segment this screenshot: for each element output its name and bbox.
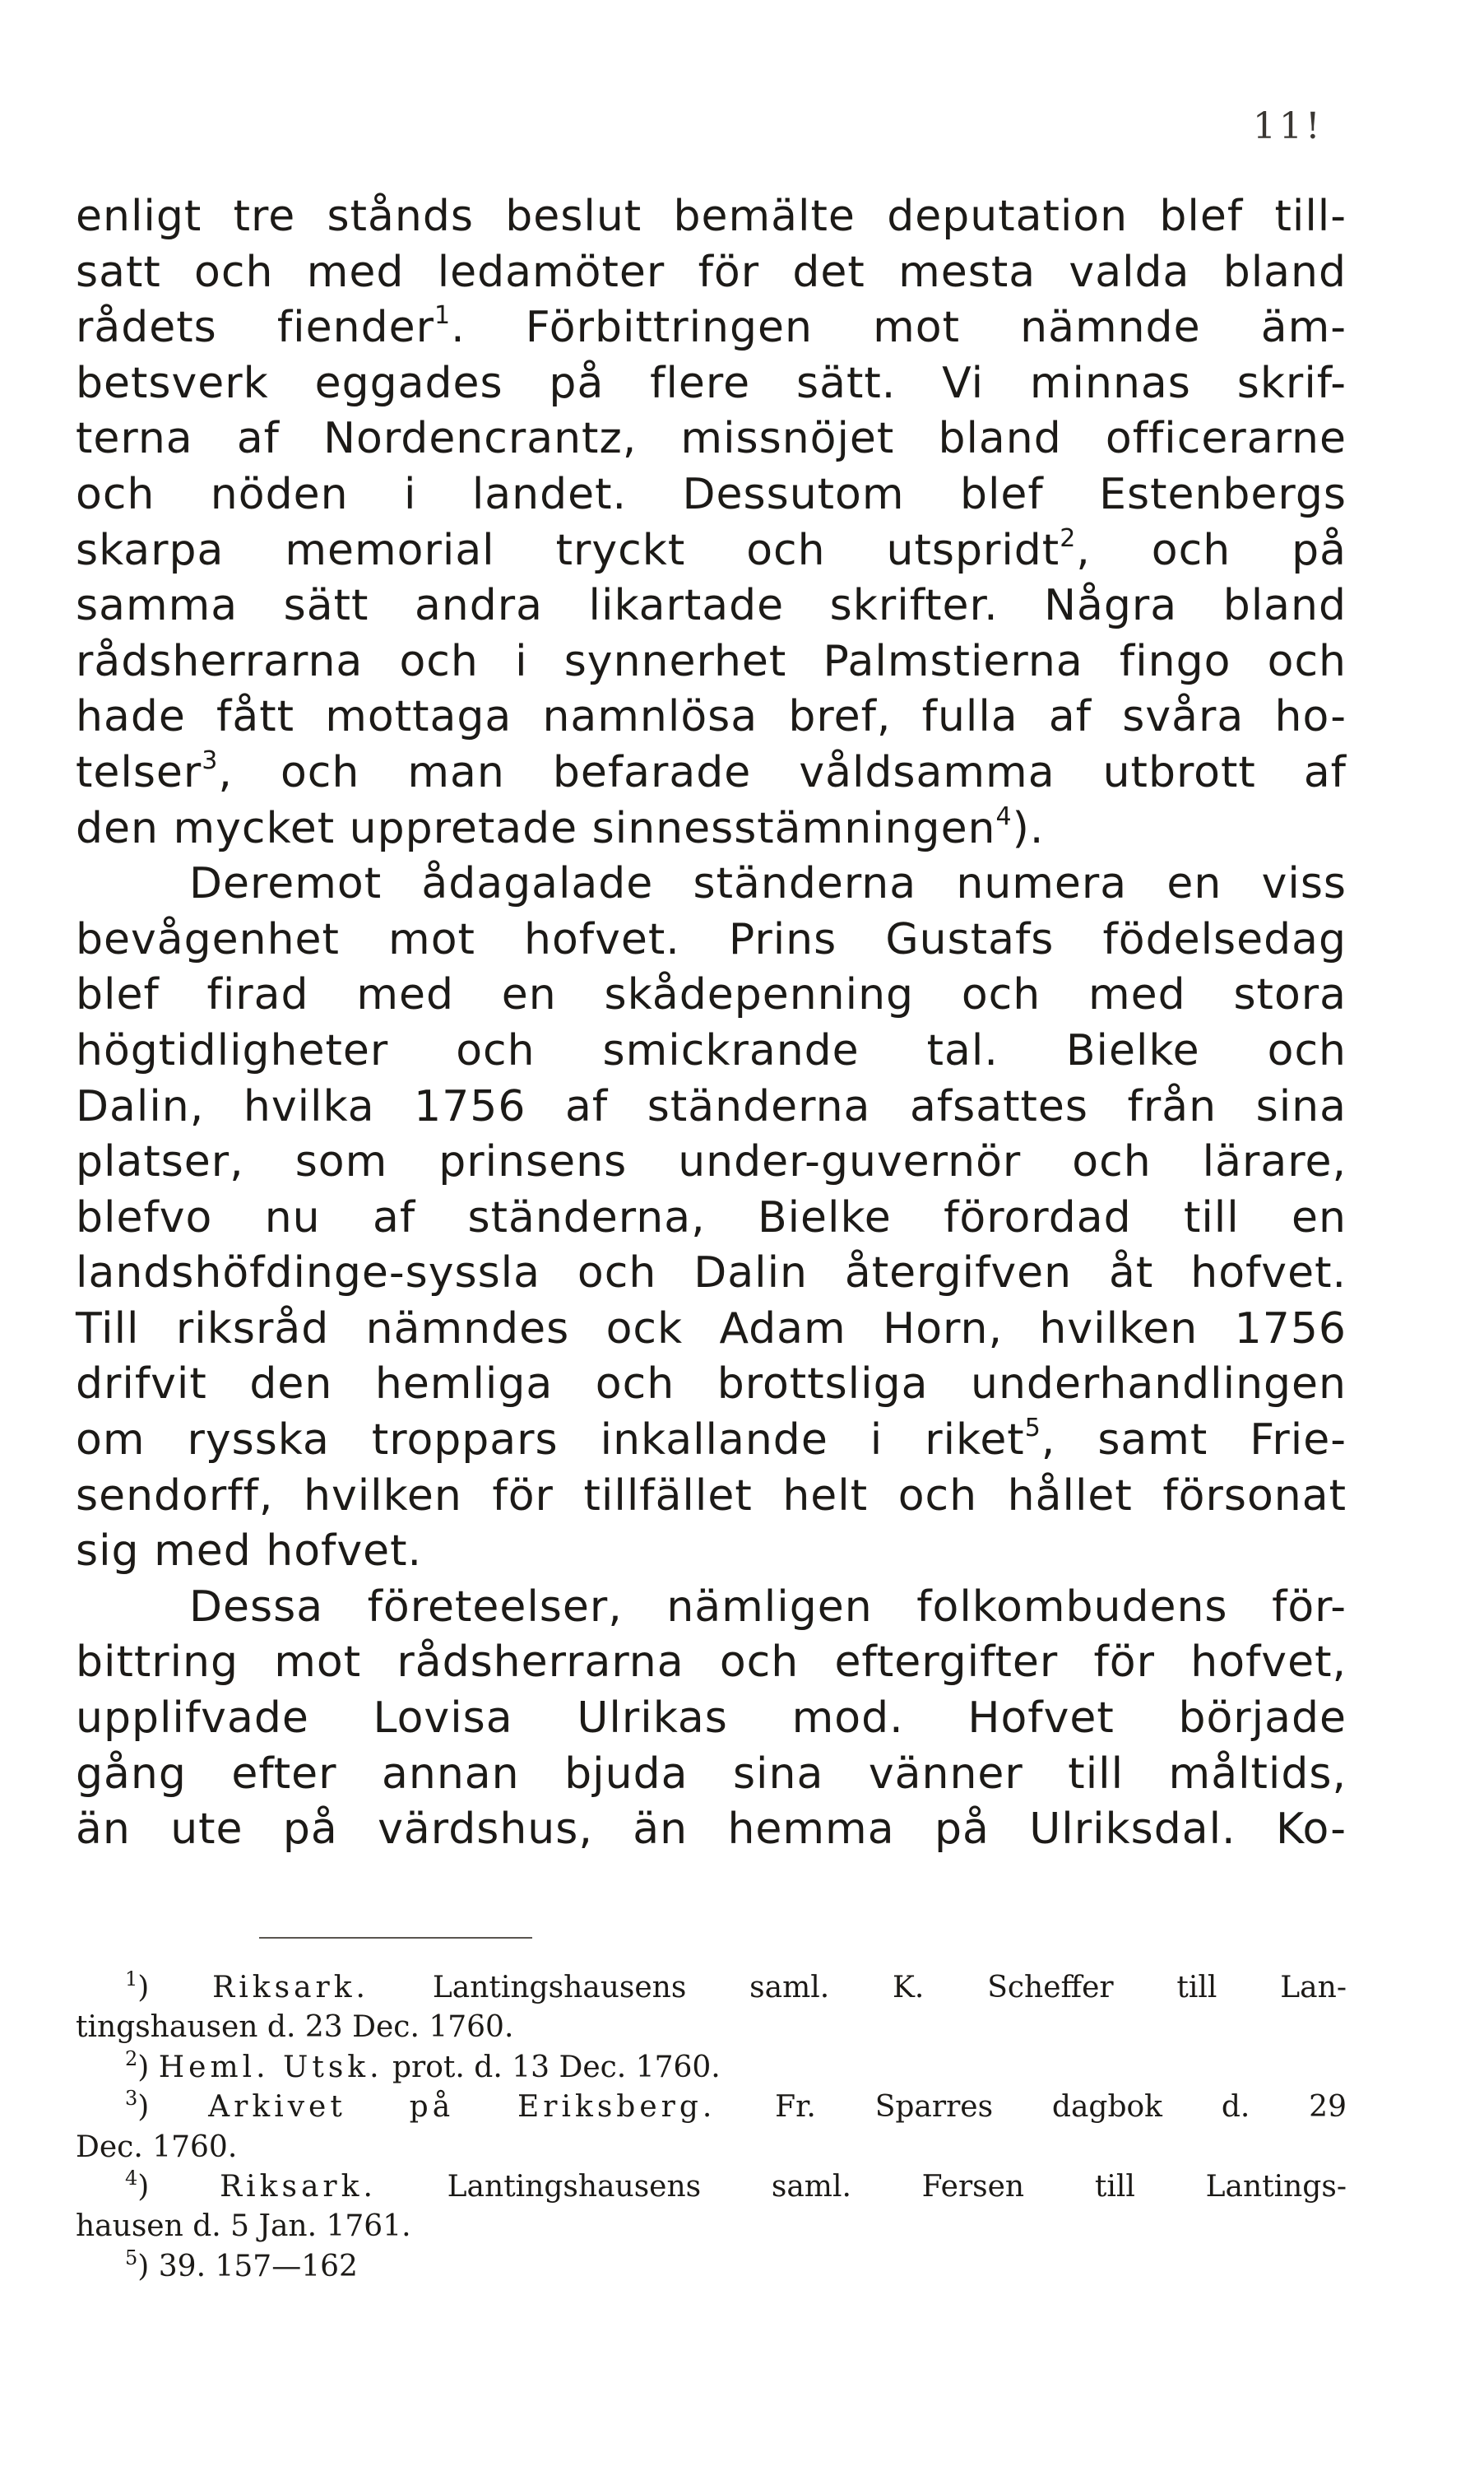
footnote-text: Fr. Sparres dagbok d. 29 <box>716 2090 1347 2125</box>
footnote-line <box>76 2247 1347 2287</box>
body-line <box>76 356 1347 412</box>
body-line-text: drifvit den hemliga och brottsliga underhandlingen <box>76 1359 1347 1410</box>
body-line <box>76 1691 1347 1747</box>
body-line-text: rådsherrarna och i synnerhet Palmstierna fingo och <box>76 636 1347 686</box>
footnote-divider <box>259 1937 532 1939</box>
body-line-text: betsverk eggades på flere sätt. Vi minnas skrif- <box>76 358 1347 408</box>
body-line-continuation: , och man befarade våldsamma utbrott af <box>218 747 1347 797</box>
body-line-text: om rysska troppars inkallande i riket <box>76 1415 1025 1465</box>
body-line <box>76 1135 1347 1191</box>
body-line <box>76 300 1347 356</box>
body-line <box>76 1191 1347 1247</box>
body-line <box>76 634 1347 690</box>
body-line-text: bittring mot rådsherrarna och eftergifter för hofvet, <box>76 1637 1347 1688</box>
body-line <box>76 746 1347 801</box>
footnote-reference: 5 <box>1024 1414 1041 1443</box>
body-line <box>76 1024 1347 1080</box>
body-line <box>76 1524 1347 1580</box>
body-line-text: upplifvade Lovisa Ulrikas mod. Hofvet började <box>76 1693 1347 1744</box>
footnote-source: Heml. Utsk. <box>158 2050 383 2084</box>
footnote-mark-paren: ) <box>137 2050 159 2084</box>
body-line-text: bevågenhet mot hofvet. Prins Gustafs födelsedag <box>76 914 1347 964</box>
body-line-continuation: , samt Frie- <box>1041 1415 1347 1465</box>
body-line <box>76 913 1347 968</box>
body-line <box>76 578 1347 634</box>
body-line-text: blef firad med en skådepenning och med stora <box>76 970 1347 1020</box>
footnote-reference: 4 <box>995 801 1013 831</box>
body-line-text: landshöfdinge-syssla och Dalin återgifven åt hofvet. <box>76 1248 1347 1298</box>
body-line-text: platser, som prinsens under-guvernör och lärare, <box>76 1137 1347 1187</box>
body-line <box>76 857 1347 913</box>
footnote-text: Lantingshausens saml. Fersen till Lantings- <box>376 2169 1347 2204</box>
footnote-reference: 2 <box>1060 523 1077 553</box>
body-line-text: skarpa memorial tryckt och utspridt <box>76 525 1060 575</box>
body-line <box>76 968 1347 1024</box>
footnote-text: Dec. 1760. <box>76 2130 238 2164</box>
body-line-text: än ute på värdshus, än hemma på Ulriksdal. Ko- <box>76 1805 1347 1855</box>
body-line-text: Dalin, hvilka 1756 af ständerna afsattes från sina <box>76 1081 1347 1131</box>
footnote-line <box>76 2167 1347 2207</box>
body-line-text: enligt tre stånds beslut bemälte deputation blef till- <box>76 192 1347 241</box>
footnote-source: Riksark. <box>220 2169 377 2204</box>
footnote-line <box>76 2207 1347 2246</box>
footnote-line <box>76 2008 1347 2047</box>
footnote-line <box>76 1968 1347 2008</box>
footnotes <box>76 1968 1347 2287</box>
body-line <box>76 523 1347 579</box>
footnote-mark: 2 <box>125 2046 138 2070</box>
body-line-text: Till riksråd nämndes ock Adam Horn, hvilken 1756 <box>76 1303 1347 1354</box>
footnote-text: Lantingshausens saml. K. Scheffer till Lan- <box>369 1971 1347 2004</box>
body-line <box>76 245 1347 301</box>
body-line <box>76 1469 1347 1525</box>
body-line <box>76 801 1347 857</box>
footnote-line <box>76 2128 1347 2167</box>
body-line-text: Deremot ådagalade ständerna numera en viss <box>189 859 1347 909</box>
footnote-mark-paren: ) <box>137 1971 213 2004</box>
body-line-text: rådets fiender <box>76 303 434 353</box>
body-text <box>76 189 1347 1858</box>
body-line-continuation: . Förbittringen mot nämnde äm- <box>451 303 1347 353</box>
footnote-mark: 1 <box>125 1967 138 1990</box>
body-line-text: samma sätt andra likartade skrifter. Några bland <box>76 581 1347 631</box>
body-line-text: sendorff, hvilken för tillfället helt och hållet försonat <box>76 1470 1347 1521</box>
body-line <box>76 1580 1347 1636</box>
page-number: 11! <box>1253 105 1324 147</box>
body-line <box>76 1802 1347 1858</box>
body-line-text: satt och med ledamöter för det mesta valda bland <box>76 247 1347 297</box>
body-line-text: sig med hofvet. <box>76 1526 423 1577</box>
body-line <box>76 411 1347 467</box>
footnote-reference: 1 <box>434 301 452 331</box>
body-line-text: högtidligheter och smickrande tal. Bielke och <box>76 1025 1347 1075</box>
body-line-text: den mycket uppretade sinnesstämningen <box>76 803 996 853</box>
footnote-mark-paren: ) <box>137 2249 159 2283</box>
body-line-text: och nöden i landet. Dessutom blef Estenbergs <box>76 469 1347 519</box>
footnote-mark: 5 <box>125 2246 138 2269</box>
footnote-mark-paren: ) <box>137 2169 220 2204</box>
body-line <box>76 1246 1347 1302</box>
footnote-mark: 4 <box>125 2166 138 2190</box>
body-line-text: terna af Nordencrantz, missnöjet bland officerarne <box>76 414 1347 464</box>
body-line <box>76 1635 1347 1691</box>
footnote-text: prot. d. 13 Dec. 1760. <box>383 2050 721 2084</box>
body-line <box>76 1747 1347 1803</box>
body-line <box>76 690 1347 746</box>
body-line <box>76 1413 1347 1469</box>
footnote-text: 39. 157—162 <box>158 2249 358 2283</box>
footnote-line <box>76 2048 1347 2088</box>
body-line-continuation: ). <box>1012 803 1045 853</box>
body-line <box>76 1357 1347 1413</box>
body-line-text: Dessa företeelser, nämligen folkombudens för- <box>189 1582 1347 1632</box>
body-line-continuation: , och på <box>1076 525 1347 575</box>
body-line-text: telser <box>76 747 202 797</box>
body-line-text: hade fått mottaga namnlösa bref, fulla af svåra ho- <box>76 692 1347 742</box>
body-line <box>76 467 1347 523</box>
body-line-text: gång efter annan bjuda sina vänner till måltids, <box>76 1749 1347 1799</box>
footnote-mark: 3 <box>125 2087 138 2111</box>
footnote-source: Riksark. <box>212 1971 369 2004</box>
body-line <box>76 1302 1347 1358</box>
footnote-mark-paren: ) <box>137 2090 209 2125</box>
body-line-text: blefvo nu af ständerna, Bielke förordad till en <box>76 1192 1347 1242</box>
footnote-line <box>76 2088 1347 2127</box>
footnote-text: tingshausen d. 23 Dec. 1760. <box>76 2010 514 2045</box>
footnote-reference: 3 <box>202 746 219 775</box>
body-line <box>76 1080 1347 1136</box>
footnote-text: hausen d. 5 Jan. 1761. <box>76 2209 411 2244</box>
footnote-source: Arkivet på Eriksberg. <box>208 2090 716 2125</box>
body-line <box>76 189 1347 245</box>
